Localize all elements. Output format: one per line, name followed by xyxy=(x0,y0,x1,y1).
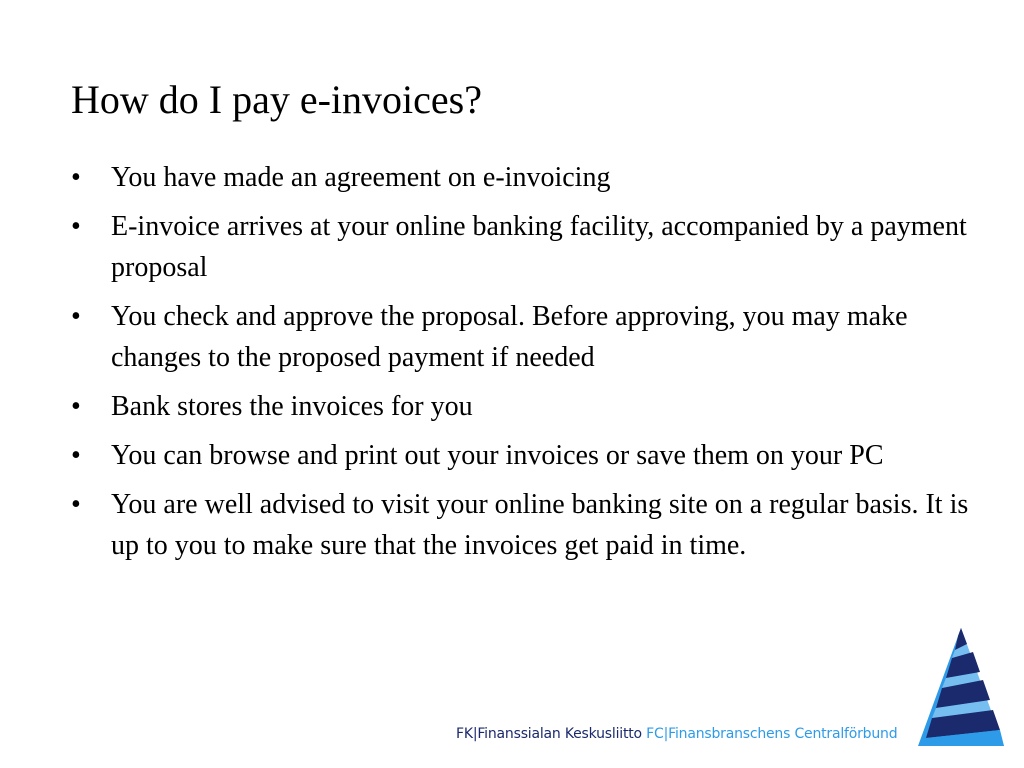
bullet-text: Bank stores the invoices for you xyxy=(111,391,473,422)
bullet-item xyxy=(71,206,971,288)
footer-fk-name: FK|Finanssialan Keskusliitto xyxy=(456,726,642,742)
footer-organization-names xyxy=(456,724,897,744)
bullet-marker: • xyxy=(71,162,81,193)
bullet-marker: • xyxy=(71,391,81,422)
bullet-text: You can browse and print out your invoices or save them on your PC xyxy=(111,440,884,471)
bullet-text: You check and approve the proposal. Before approving, you may make changes to the proposed payment if needed xyxy=(111,301,908,373)
bullet-item xyxy=(71,435,971,476)
bullet-marker: • xyxy=(71,301,81,332)
bullet-item xyxy=(71,157,971,198)
bullet-marker: • xyxy=(71,211,81,242)
bullet-text: E-invoice arrives at your online banking facility, accompanied by a payment proposal xyxy=(111,211,967,283)
bullet-marker: • xyxy=(71,489,81,520)
bullet-list xyxy=(71,157,971,574)
bullet-marker: • xyxy=(71,440,81,471)
bullet-item xyxy=(71,296,971,378)
footer-fc-name: FC|Finansbranschens Centralförbund xyxy=(646,726,898,742)
bullet-item xyxy=(71,484,971,566)
banded-pyramid-logo-icon xyxy=(918,628,1004,746)
bullet-text: You are well advised to visit your online banking site on a regular basis. It is up to you to make sure that the invoices get paid in time. xyxy=(111,489,969,561)
bullet-item xyxy=(71,386,971,427)
slide-title: How do I pay e-invoices? xyxy=(71,77,482,122)
bullet-text: You have made an agreement on e-invoicing xyxy=(111,162,611,193)
